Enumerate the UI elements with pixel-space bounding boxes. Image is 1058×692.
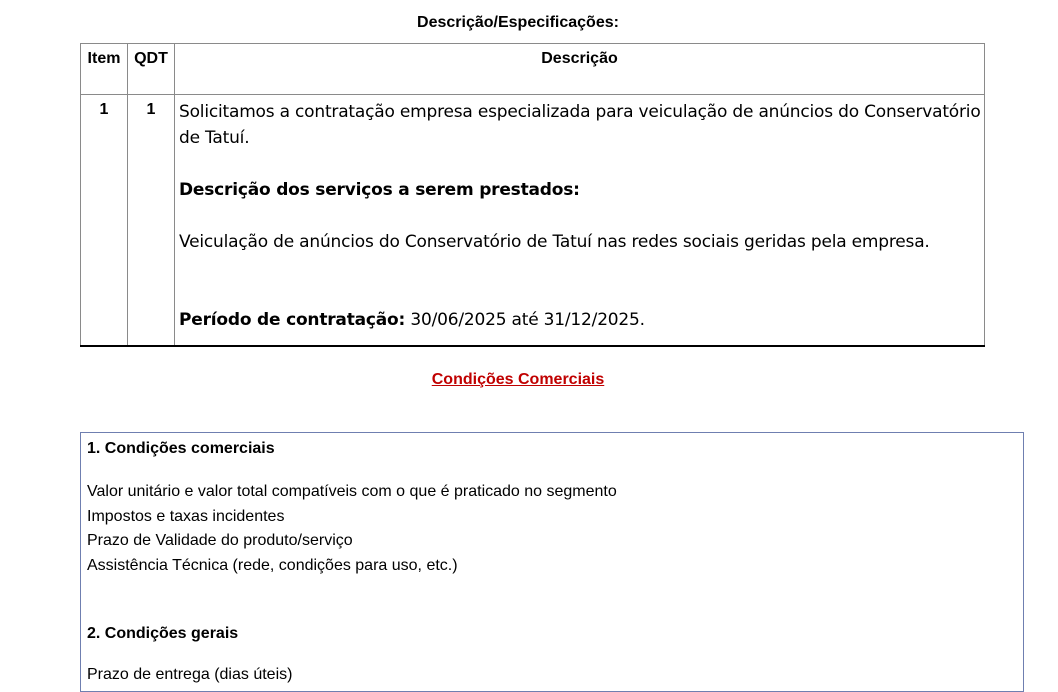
period-value: 30/06/2025 até 31/12/2025. [405, 310, 645, 330]
table-row [81, 95, 985, 347]
column-header-item: Item [81, 44, 128, 95]
section-title: Descrição/Especificações: [417, 14, 619, 31]
commercial-conditions-title: Condições Comerciais [431, 371, 605, 388]
condition-item: Prazo de Validade do produto/serviço [87, 532, 353, 549]
condition-item: Impostos e taxas incidentes [87, 507, 285, 525]
period-label: Período de contratação: [179, 310, 406, 330]
table-header-row [81, 44, 985, 95]
description-intro: Solicitamos a contratação empresa especializada para veiculação de anúncios do Conservatório de Tatuí. [179, 102, 981, 148]
services-text: Veiculação de anúncios do Conservatório de Tatuí nas redes sociais geridas pela empresa. [179, 232, 930, 252]
conditions-box [80, 432, 1024, 692]
condition-item: Prazo de entrega (dias úteis) [87, 666, 293, 683]
item-description-cell [175, 95, 985, 347]
item-quantity: 1 [128, 95, 175, 347]
section2-heading: 2. Condições gerais [87, 625, 239, 642]
specifications-table [80, 43, 985, 347]
column-header-description: Descrição [175, 44, 985, 95]
column-header-qty: QDT [128, 44, 175, 95]
condition-item: Valor unitário e valor total compatíveis com o que é praticado no segmento [87, 483, 617, 500]
services-heading: Descrição dos serviços a serem prestados: [179, 180, 580, 200]
section1-heading: 1. Condições comerciais [87, 440, 275, 457]
condition-item: Assistência Técnica (rede, condições para uso, etc.) [87, 556, 458, 574]
contract-period [179, 307, 984, 333]
item-number: 1 [81, 95, 128, 347]
